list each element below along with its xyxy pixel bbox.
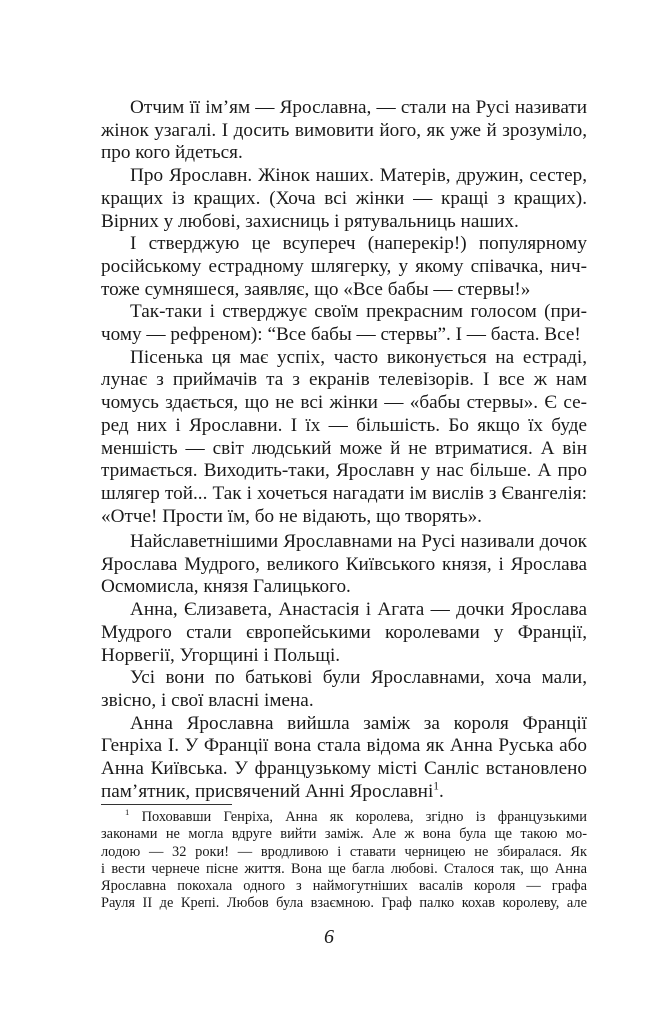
text-line: Генріха І. У Франції вона стала відома як Анна Руська або <box>101 735 587 757</box>
paragraph <box>101 667 587 712</box>
text-line: про кого йдеться. <box>101 142 243 164</box>
text-line: шлягер той... Так і хочеться нагадати ім вислів з Євангелія: <box>101 482 587 504</box>
footnote-marker: 1 <box>125 807 130 818</box>
text-line: Мудрого стали європейськими королевами у Франції, <box>101 621 587 643</box>
text-line: Отчим її ім’ям — Ярославна, — стали на Русі називати <box>130 97 587 118</box>
footnote-line: Рауля II де Крепі. Любов була взаємною. Граф палко кохав королеву, але <box>101 895 587 912</box>
text-line: тримається. Виходить-таки, Ярославн у нас більше. А про <box>101 460 587 482</box>
footnote-line: і вести чернече пісне життя. Вона ще багла любові. Сталося так, що Анна <box>101 860 587 877</box>
paragraph <box>101 233 587 301</box>
paragraph <box>101 713 587 804</box>
text-line: Ярослава Мудрого, великого Київського князя, і Ярослава <box>101 553 587 575</box>
footnote-line <box>101 809 587 826</box>
page-number: 6 <box>324 926 334 948</box>
paragraph <box>101 599 587 667</box>
footnote-text: Поховавши Генріха, Анна як королева, згідно із французькими <box>141 809 587 825</box>
text-line: тоже сумняшеся, заявляє, що «Все бабы — стервы!» <box>101 278 531 300</box>
text-line: чомусь здається, що не всі жінки — «бабы стервы». Є се- <box>101 392 587 414</box>
footnote-reference: 1 <box>433 780 440 793</box>
footnote-line: Ярославна покохала одного з наймогутніших васалів короля — графа <box>101 878 587 895</box>
text-section-1 <box>101 97 587 528</box>
text-line: ред них і Ярославни. І їх — більшість. Бо якщо їх буде <box>101 414 587 436</box>
paragraph <box>101 531 587 599</box>
paragraph <box>101 301 587 346</box>
text-line: Анна Київська. У французькому місті Санліс встановлено <box>101 758 587 780</box>
text-line: Осмомисла, князя Галицького. <box>101 576 351 598</box>
text-line: російському естрадному шлягерку, у якому співачка, нич- <box>101 255 587 277</box>
text-line: звісно, і свої власні імена. <box>101 689 314 711</box>
text-line: Про Ярославн. Жінок наших. Матерів, дружин, сестер, <box>130 165 587 187</box>
text-line: жінок узагалі. І досить вимовити його, як уже й зрозуміло, <box>101 119 587 141</box>
paragraph <box>101 165 587 233</box>
text-line: Пісенька ця має успіх, часто виконується на естраді, <box>130 346 587 368</box>
text-line: Так-таки і стверджує своїм прекрасним голосом (при- <box>130 301 587 323</box>
text-line: Анна Ярославна вийшла заміж за короля Франції <box>130 712 587 734</box>
text-line: «Отче! Прости їм, бо не відають, що творять». <box>101 505 482 527</box>
text-line: лунає з приймачів та з екранів телевізорів. І все ж нам <box>101 369 587 391</box>
text-line: І стверджую це всупереч (наперекір!) популярному <box>130 233 587 255</box>
footnote-line: лодою — 32 роки! — вродливою і ставати черницею не збиралася. Як <box>101 843 587 860</box>
text-line-content: пам’ятник, присвячений Анні Ярославні <box>101 780 434 802</box>
text-line: Анна, Єлизавета, Анастасія і Агата — дочки Ярослава <box>130 599 587 621</box>
footnote-separator <box>101 804 232 805</box>
text-line: пам’ятник, присвячений Анні Ярославні$^1$. <box>101 780 444 802</box>
text-line: Вірних у любові, захисниць і рятувальниць наших. <box>101 210 519 232</box>
text-line: Усі вони по батькові були Ярославнами, хоча мали, <box>130 667 587 689</box>
footnote-line: законами не могла вдруге вийти заміж. Але ж вона була ще такою мо- <box>101 826 587 843</box>
text-section-2 <box>101 531 587 803</box>
paragraph <box>101 347 587 529</box>
text-line: Норвегії, Угорщині і Польщі. <box>101 644 341 666</box>
footnote <box>101 809 587 913</box>
text-line: Найславетнішими Ярославнами на Русі називали дочок <box>130 531 587 552</box>
text-line: кращих із кращих. (Хоча всі жінки — кращі з кращих). <box>101 187 587 209</box>
text-line: чому — рефреном): “Все бабы — стервы”. І — баста. Все! <box>101 324 581 346</box>
text-line: меншість — світ людський може й не втриматися. А він <box>101 437 587 459</box>
paragraph <box>101 97 587 165</box>
